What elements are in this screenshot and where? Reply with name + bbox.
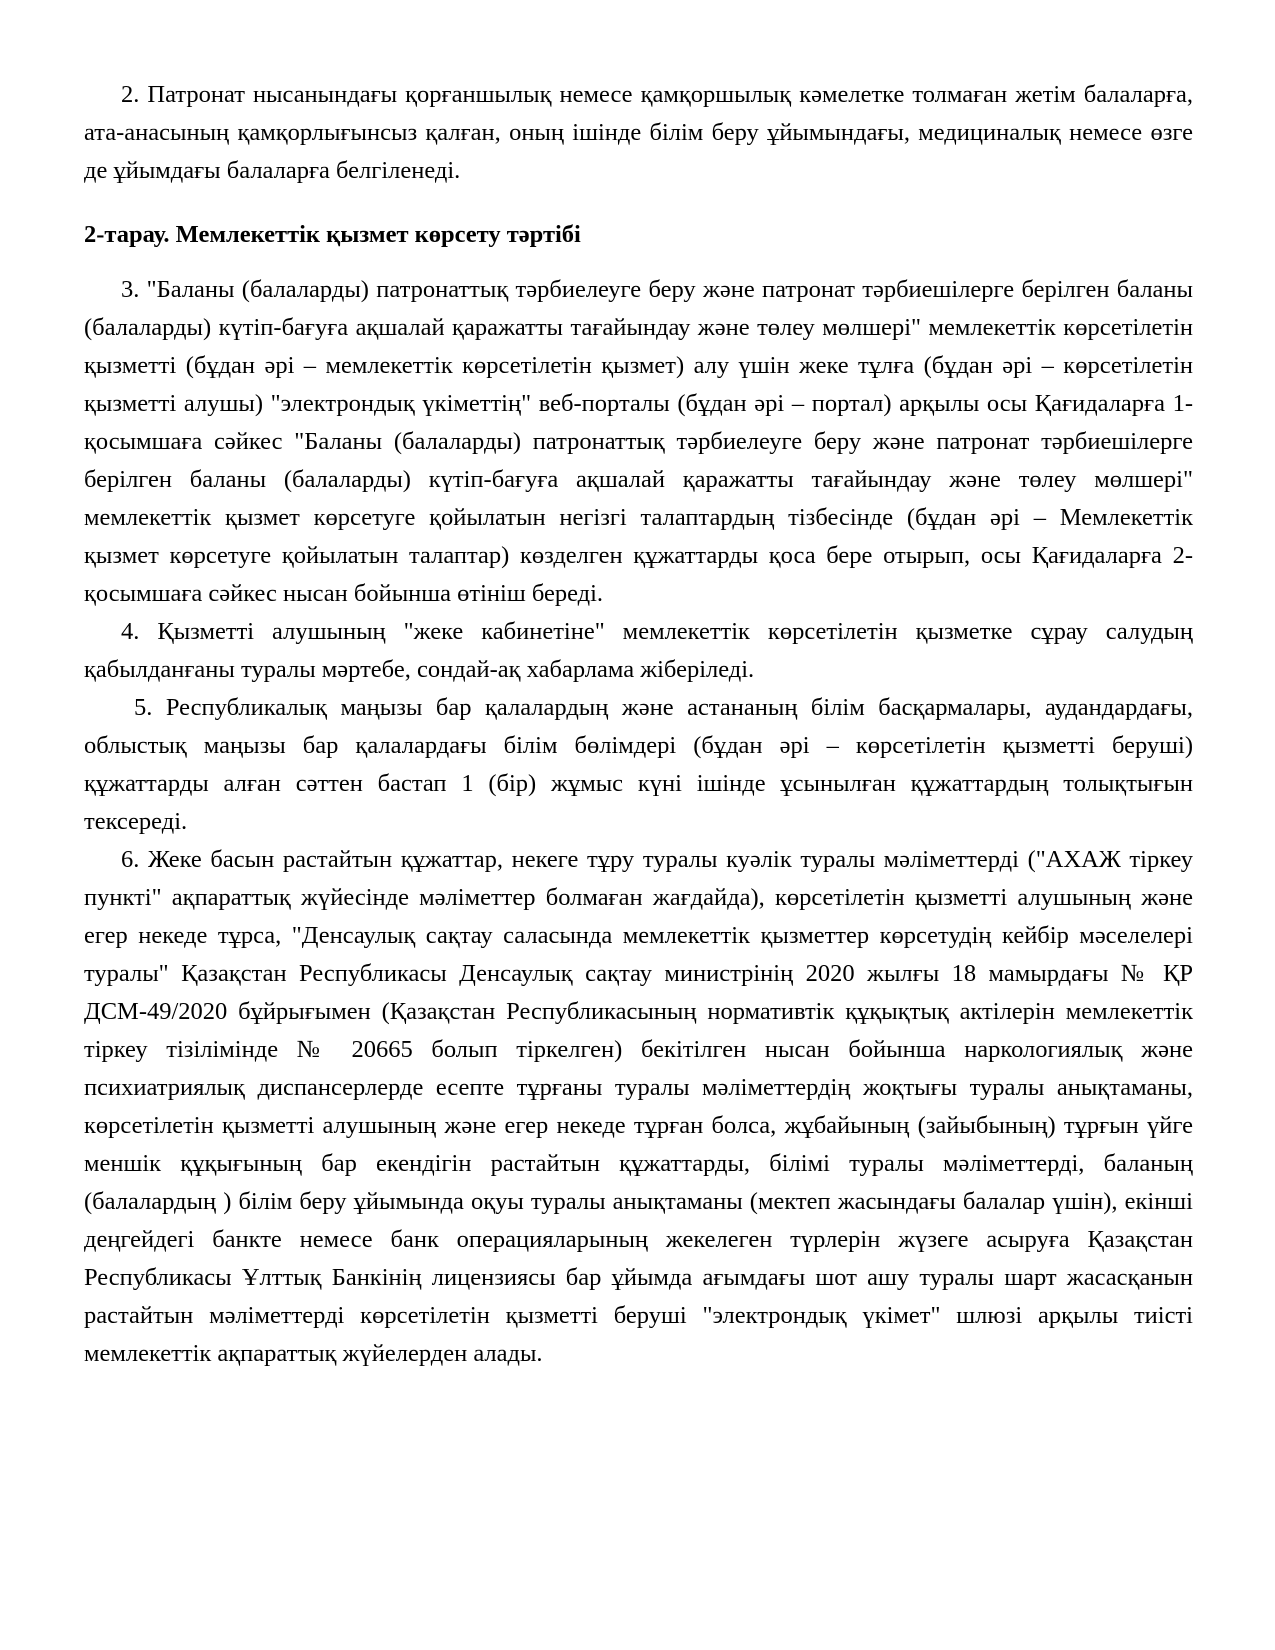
paragraph-5: 5. Республикалық маңызы бар қалалардың және астананың білім басқармалары, аудандардағы, облыстық маңызы бар қалалардағы білім бөлімдері (бұдан әрі – көрсетілетін қызметті беруші) құжаттарды алған сәттен бастап 1 (бір) жұмыс күні ішінде ұсынылған құжаттардың толықтығын тексереді.: [84, 694, 1193, 835]
paragraph-6: 6. Жеке басын растайтын құжаттар, некеге тұру туралы куәлік туралы мәліметтерді ("АХАЖ тіркеу пункті" ақпараттық жүйесінде мәліметтер болмаған жағдайда), көрсетілетін қызметті алушының және егер некеде тұрса, "Денсаулық сақтау саласында мемлекеттік қызметтер көрсетудің кейбір мәселелері туралы" Қазақстан Республикасы Денсаулық сақтау министрінің 2020 жылғы 18 мамырдағы № ҚР ДСМ-49/2020 бұйрығымен (Қазақстан Республикасының нормативтік құқықтық актілерін мемлекеттік тіркеу тізілімінде № 20665 болып тіркелген) бекітілген нысан бойынша наркологиялық және психиатриялық диспансерлерде есепте тұрғаны туралы мәліметтердің жоқтығы туралы анықтаманы, көрсетілетін қызметті алушының және егер некеде тұрған болса, жұбайының (зайыбының) тұрғын үйге меншік құқығының бар екендігін растайтын құжаттарды, білімі туралы мәліметтерді, баланың (балалардың ) білім беру ұйымында оқуы туралы анықтаманы (мектеп жасындағы балалар үшін), екінші деңгейдегі банкте немесе банк операцияларының жекелеген түрлерін жүзеге асыруға Қазақстан Республикасы Ұлттық Банкінің лицензиясы бар ұйымда ағымдағы шот ашу туралы шарт жасасқанын растайтын мәліметтерді көрсетілетін қызметті беруші "электрондық үкімет" шлюзі арқылы тиісті мемлекеттік ақпараттық жүйелерден алады.: [84, 846, 1193, 1367]
chapter-2-heading: 2-тарау. Мемлекеттік қызмет көрсету тәртібі: [84, 221, 581, 248]
paragraph-4: 4. Қызметті алушының "жеке кабинетіне" мемлекеттік көрсетілетін қызметке сұрау салудың қабылданғаны туралы мәртебе, сондай-ақ хабарлама жіберіледі.: [84, 618, 1193, 683]
paragraph-3: 3. "Баланы (балаларды) патронаттық тәрбиелеуге беру және патронат тәрбиешілерге берілген баланы (балаларды) күтіп-бағуға ақшалай қаражатты тағайындау және төлеу мөлшері" мемлекеттік көрсетілетін қызметті (бұдан әрі – мемлекеттік көрсетілетін қызмет) алу үшін жеке тұлға (бұдан әрі – көрсетілетін қызметті алушы) "электрондық үкіметтің" веб-порталы (бұдан әрі – портал) арқылы осы Қағидаларға 1-қосымшаға сәйкес "Баланы (балаларды) патронаттық тәрбиелеуге беру және патронат тәрбиешілерге берілген баланы (балаларды) күтіп-бағуға ақшалай қаражатты тағайындау және төлеу мөлшері" мемлекеттік қызмет көрсетуге қойылатын негізгі талаптардың тізбесінде (бұдан әрі – Мемлекеттік қызмет көрсетуге қойылатын талаптар) көзделген құжаттарды қоса бере отырып, осы Қағидаларға 2-қосымшаға сәйкес нысан бойынша өтініш береді.: [84, 276, 1193, 607]
paragraph-2: 2. Патронат нысанындағы қорғаншылық немесе қамқоршылық кәмелетке толмаған жетім балаларға, ата-анасының қамқорлығынсыз қалған, оның ішінде білім беру ұйымындағы, медициналық немесе өзге де ұйымдағы балаларға белгіленеді.: [84, 81, 1193, 184]
